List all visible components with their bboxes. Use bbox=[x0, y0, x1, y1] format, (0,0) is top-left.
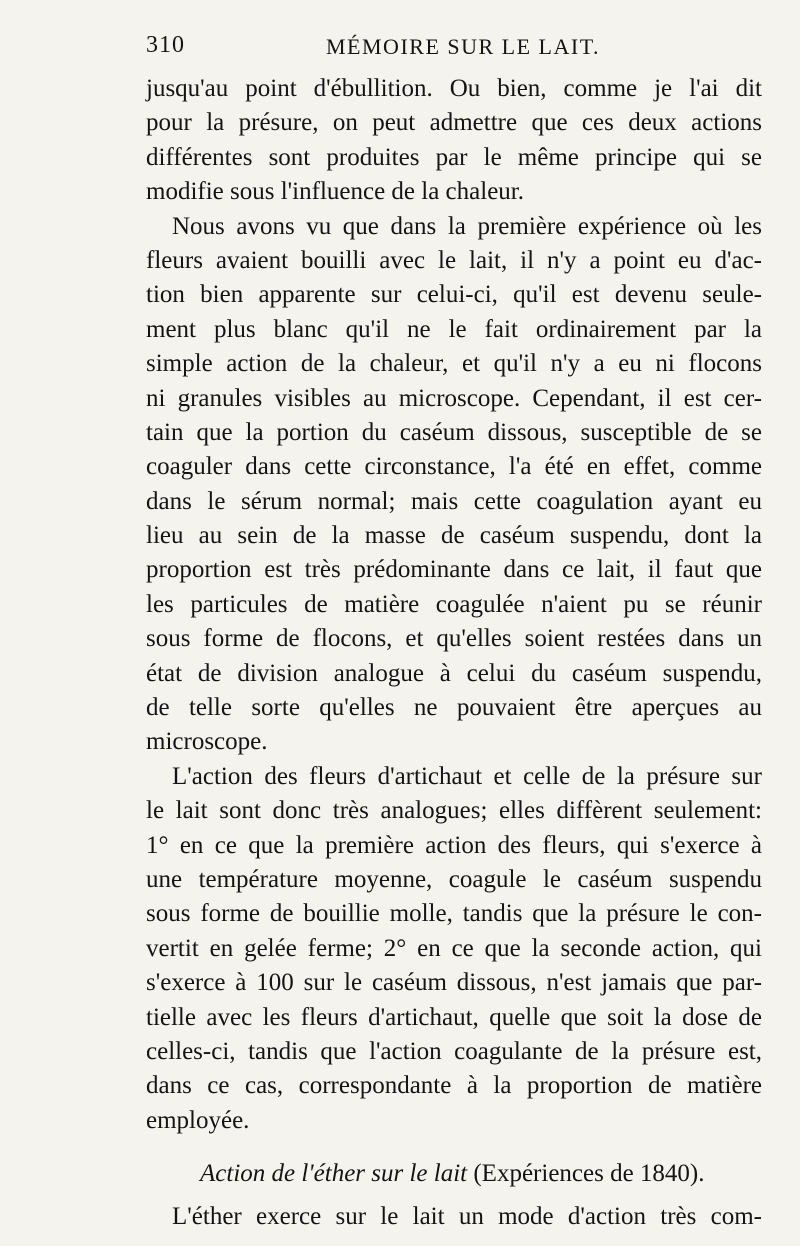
text-line: s'exerce à 100 sur le caséum dissous, n'est jamais que par- bbox=[146, 969, 762, 997]
text-line: tion bien apparente sur celui-ci, qu'il est devenu seule- bbox=[146, 281, 762, 309]
text-line: sous forme de bouillie molle, tandis que la présure le con- bbox=[146, 900, 762, 928]
paragraph-3 bbox=[146, 760, 762, 1138]
text-line: simple action de la chaleur, et qu'il n'y a eu ni flocons bbox=[146, 350, 762, 378]
text-line: tielle avec les fleurs d'artichaut, quelle que soit la dose de bbox=[146, 1003, 762, 1031]
text-line: dans le sérum normal; mais cette coagulation ayant eu bbox=[146, 487, 762, 515]
text-line: ment plus blanc qu'il ne le fait ordinairement par la bbox=[146, 315, 762, 343]
section-heading-roman: (Expériences de 1840). bbox=[473, 1160, 705, 1188]
text-line: L'action des fleurs d'artichaut et celle de la présure sur bbox=[172, 762, 762, 790]
text-line: les particules de matière coagulée n'aient pu se réunir bbox=[146, 590, 762, 618]
text-line: L'éther exerce sur le lait un mode d'action très com- bbox=[172, 1203, 762, 1231]
text-line: le lait sont donc très analogues; elles diffèrent seulement: bbox=[146, 797, 762, 825]
text-line: pour la présure, on peut admettre que ces deux actions bbox=[146, 109, 762, 137]
text-line: tain que la portion du caséum dissous, susceptible de se bbox=[146, 418, 762, 446]
text-line: dans ce cas, correspondante à la proportion de matière bbox=[146, 1072, 762, 1100]
text-line: sous forme de flocons, et qu'elles soient restées dans un bbox=[146, 625, 762, 653]
text-line: jusqu'au point d'ébullition. Ou bien, comme je l'ai dit bbox=[146, 75, 762, 102]
text-line: modifie sous l'influence de la chaleur. bbox=[146, 178, 524, 206]
text-line: différentes sont produites par le même principe qui se bbox=[146, 143, 762, 171]
text-line: ni granules visibles au microscope. Cependant, il est cer- bbox=[146, 384, 762, 412]
text-line: coaguler dans cette circonstance, l'a été en effet, comme bbox=[146, 453, 762, 481]
text-line: Nous avons vu que dans la première expérience où les bbox=[172, 212, 762, 240]
paragraph-2 bbox=[146, 210, 762, 760]
body-text bbox=[146, 72, 762, 1235]
running-title: MÉMOIRE SUR LE LAIT. bbox=[326, 34, 601, 59]
running-head bbox=[146, 32, 748, 62]
section-heading bbox=[146, 1154, 762, 1194]
paragraph-1 bbox=[146, 72, 762, 210]
page-number: 310 bbox=[146, 32, 185, 58]
section-heading-italic: Action de l'éther sur le lait bbox=[200, 1160, 468, 1188]
text-line: proportion est très prédominante dans ce lait, il faut que bbox=[146, 556, 762, 584]
text-line: celles-ci, tandis que l'action coagulante de la présure est, bbox=[146, 1037, 762, 1065]
text-line: 1° en ce que la première action des fleurs, qui s'exerce à bbox=[146, 831, 762, 859]
text-line: de telle sorte qu'elles ne pouvaient être aperçues au bbox=[146, 694, 762, 722]
text-line: une température moyenne, coagule le caséum suspendu bbox=[146, 865, 762, 893]
text-line: employée. bbox=[146, 1106, 250, 1134]
text-line: lieu au sein de la masse de caséum suspendu, dont la bbox=[146, 522, 762, 550]
text-line: microscope. bbox=[146, 728, 268, 756]
text-line: fleurs avaient bouilli avec le lait, il n'y a point eu d'ac- bbox=[146, 246, 762, 274]
text-line: état de division analogue à celui du caséum suspendu, bbox=[146, 659, 762, 687]
text-line: vertit en gelée ferme; 2° en ce que la seconde action, qui bbox=[146, 934, 762, 962]
